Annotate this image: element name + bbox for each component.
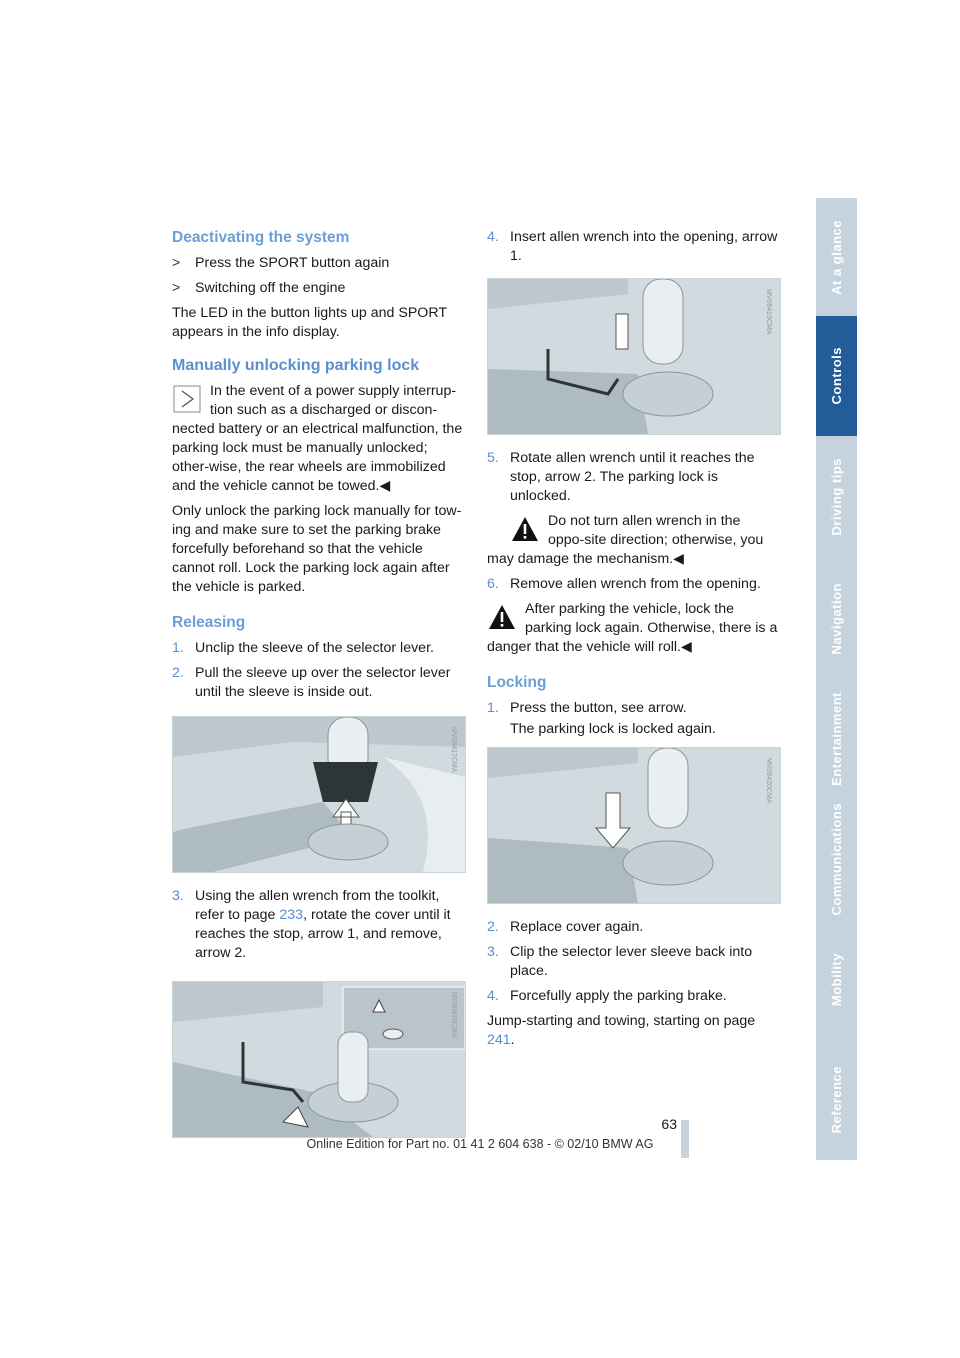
- figure-insert-wrench: MV06419CMA: [487, 278, 781, 435]
- footer: Online Edition for Part no. 01 41 2 604 638 - © 02/10 BMW AG: [306, 1137, 654, 1151]
- play-arrow-note-icon: [172, 384, 202, 414]
- step: 1. Unclip the sleeve of the selector lever.: [172, 640, 434, 656]
- heading-deactivating: Deactivating the system: [172, 229, 350, 246]
- tab-reference[interactable]: Reference: [816, 1040, 857, 1162]
- step: 2. Pull the sleeve up over the selector lever until the sleeve is inside out.: [172, 665, 451, 700]
- step: 4. Forcefully apply the parking brake.: [487, 988, 727, 1004]
- page-link[interactable]: 241: [487, 1032, 511, 1048]
- step: 4. Insert allen wrench into the opening, arrow 1.: [487, 229, 778, 264]
- tab-mobility[interactable]: Mobility: [816, 920, 857, 1042]
- tab-navigation[interactable]: Navigation: [816, 558, 857, 682]
- heading-releasing: Releasing: [172, 614, 246, 631]
- step: 1. Press the button, see arrow.: [487, 700, 687, 716]
- section-tabs: [816, 198, 857, 1160]
- tab-at-a-glance[interactable]: At a glance: [816, 198, 857, 318]
- step-detail: The parking lock is locked again.: [510, 721, 716, 737]
- paragraph-cross-ref: Jump-starting and towing, starting on page 241.: [487, 1013, 756, 1048]
- tab-controls[interactable]: Controls: [816, 316, 857, 438]
- step: 3. Clip the selector lever sleeve back into place.: [487, 944, 753, 979]
- paragraph: Only unlock the parking lock manually for tow-ing and make sure to set the parking brake forcefully beforehand so that the vehicle cannot roll. Lock the parking lock again after the vehicle is parked.: [172, 503, 462, 595]
- figure-sleeve: MV06417CMA: [172, 716, 466, 873]
- page-link[interactable]: 233: [279, 907, 304, 923]
- heading-locking: Locking: [487, 674, 547, 691]
- step: 2. Replace cover again.: [487, 919, 644, 935]
- warning-block: Do not turn allen wrench in the oppo-site direction; otherwise, you may damage the mechanism.◀: [487, 513, 764, 567]
- step: 5. Rotate allen wrench until it reaches the stop, arrow 2. The parking lock is unlocked.: [487, 450, 755, 504]
- warning-triangle-icon: [510, 514, 540, 544]
- left-column: [172, 228, 464, 1152]
- page-number: 63: [661, 1116, 677, 1132]
- note-block: In the event of a power supply interrup-tion such as a discharged or discon-nected battery or an electrical malfunction, the parking lock must be manually unlocked; other-wise, the rear wheels are immobilized and the vehicle cannot be towed.◀: [172, 383, 463, 494]
- step: 3. Using the allen wrench from the toolkit, refer to page 233, rotate the cover until it reaches the stop, arrow 1, and remove, arrow 2.: [172, 888, 451, 961]
- figure-cover-rotate: MV06418CMA: [172, 981, 466, 1138]
- warning-triangle-icon: [487, 602, 517, 632]
- right-column: [487, 228, 779, 1056]
- heading-manual-unlocking: Manually unlocking parking lock: [172, 357, 420, 374]
- figure-lock-button: MV06420CMA: [487, 747, 781, 904]
- step: 6. Remove allen wrench from the opening.: [487, 576, 761, 592]
- tab-entertainment[interactable]: Entertainment: [816, 680, 857, 800]
- tab-driving-tips[interactable]: Driving tips: [816, 436, 857, 560]
- warning-block: After parking the vehicle, lock the parking lock again. Otherwise, there is a danger that the vehicle will roll.◀: [487, 601, 778, 655]
- list-item: > Switching off the engine: [172, 280, 346, 296]
- tab-communications[interactable]: Communications: [816, 798, 857, 922]
- list-item: > Press the SPORT button again: [172, 255, 390, 271]
- paragraph: The LED in the button lights up and SPORT appears in the info display.: [172, 305, 447, 340]
